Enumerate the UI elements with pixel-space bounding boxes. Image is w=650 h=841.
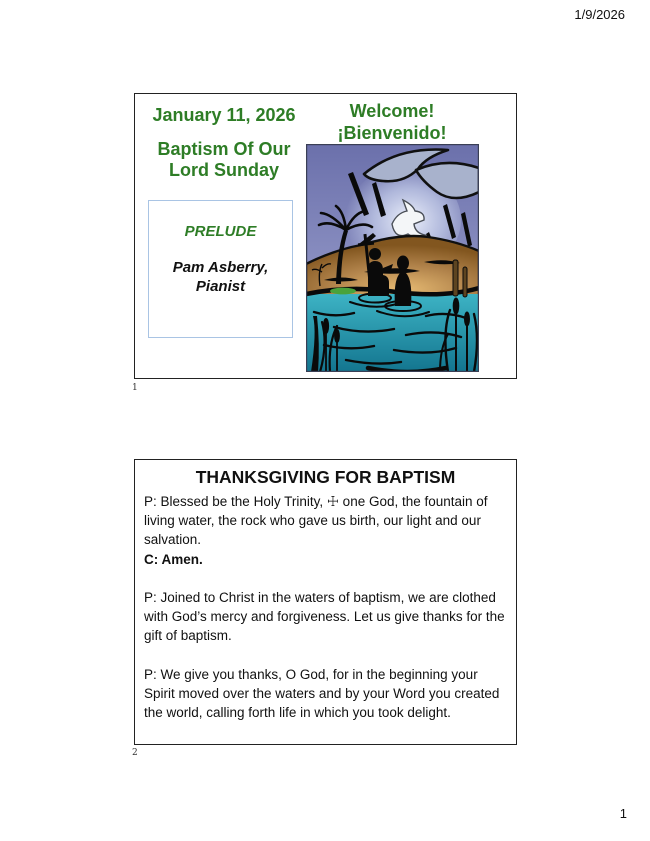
welcome-line1: Welcome! (349, 101, 435, 121)
slide-1-frame (134, 93, 517, 379)
welcome-line2: ¡Bienvenido! (337, 123, 447, 143)
slide2-body (144, 492, 510, 722)
prelude-label: PRELUDE (184, 223, 257, 240)
slide1-date-title: January 11, 2026 (152, 105, 296, 125)
slide2-paragraph-3: P: We give you thanks, O God, for in the beginning your Spirit moved over the waters and by your Word you created the world, calling forth life in which you took delight. (144, 666, 500, 721)
slide1-welcome-text (303, 100, 481, 144)
slide2-paragraph-2: P: Joined to Christ in the waters of baptism, we are clothed with God’s mercy and forgiveness. Let us give thanks for the gift of baptism. (144, 590, 505, 644)
slide1-subtitle: Baptism Of Our Lord Sunday (157, 139, 291, 180)
slide-2-frame (134, 459, 517, 745)
slide2-number: 2 (132, 748, 138, 758)
slide1-number: 1 (132, 383, 138, 393)
prelude-textbox (148, 200, 293, 338)
slide2-response: C: Amen. (144, 551, 203, 567)
slide2-title: THANKSGIVING FOR BAPTISM (195, 467, 456, 487)
footer-page-number: 1 (619, 806, 627, 821)
baptism-clipart-image (306, 144, 479, 372)
slide2-paragraph-1: P: Blessed be the Holy Trinity, ☩ one God, the fountain of living water, the rock who gave us birth, our light and our salvation. (144, 494, 488, 548)
performer-line1: Pam Asberry, (172, 259, 269, 276)
header-date: 1/9/2026 (574, 7, 625, 22)
performer-line2: Pianist (195, 278, 246, 295)
performer-name (149, 258, 292, 296)
